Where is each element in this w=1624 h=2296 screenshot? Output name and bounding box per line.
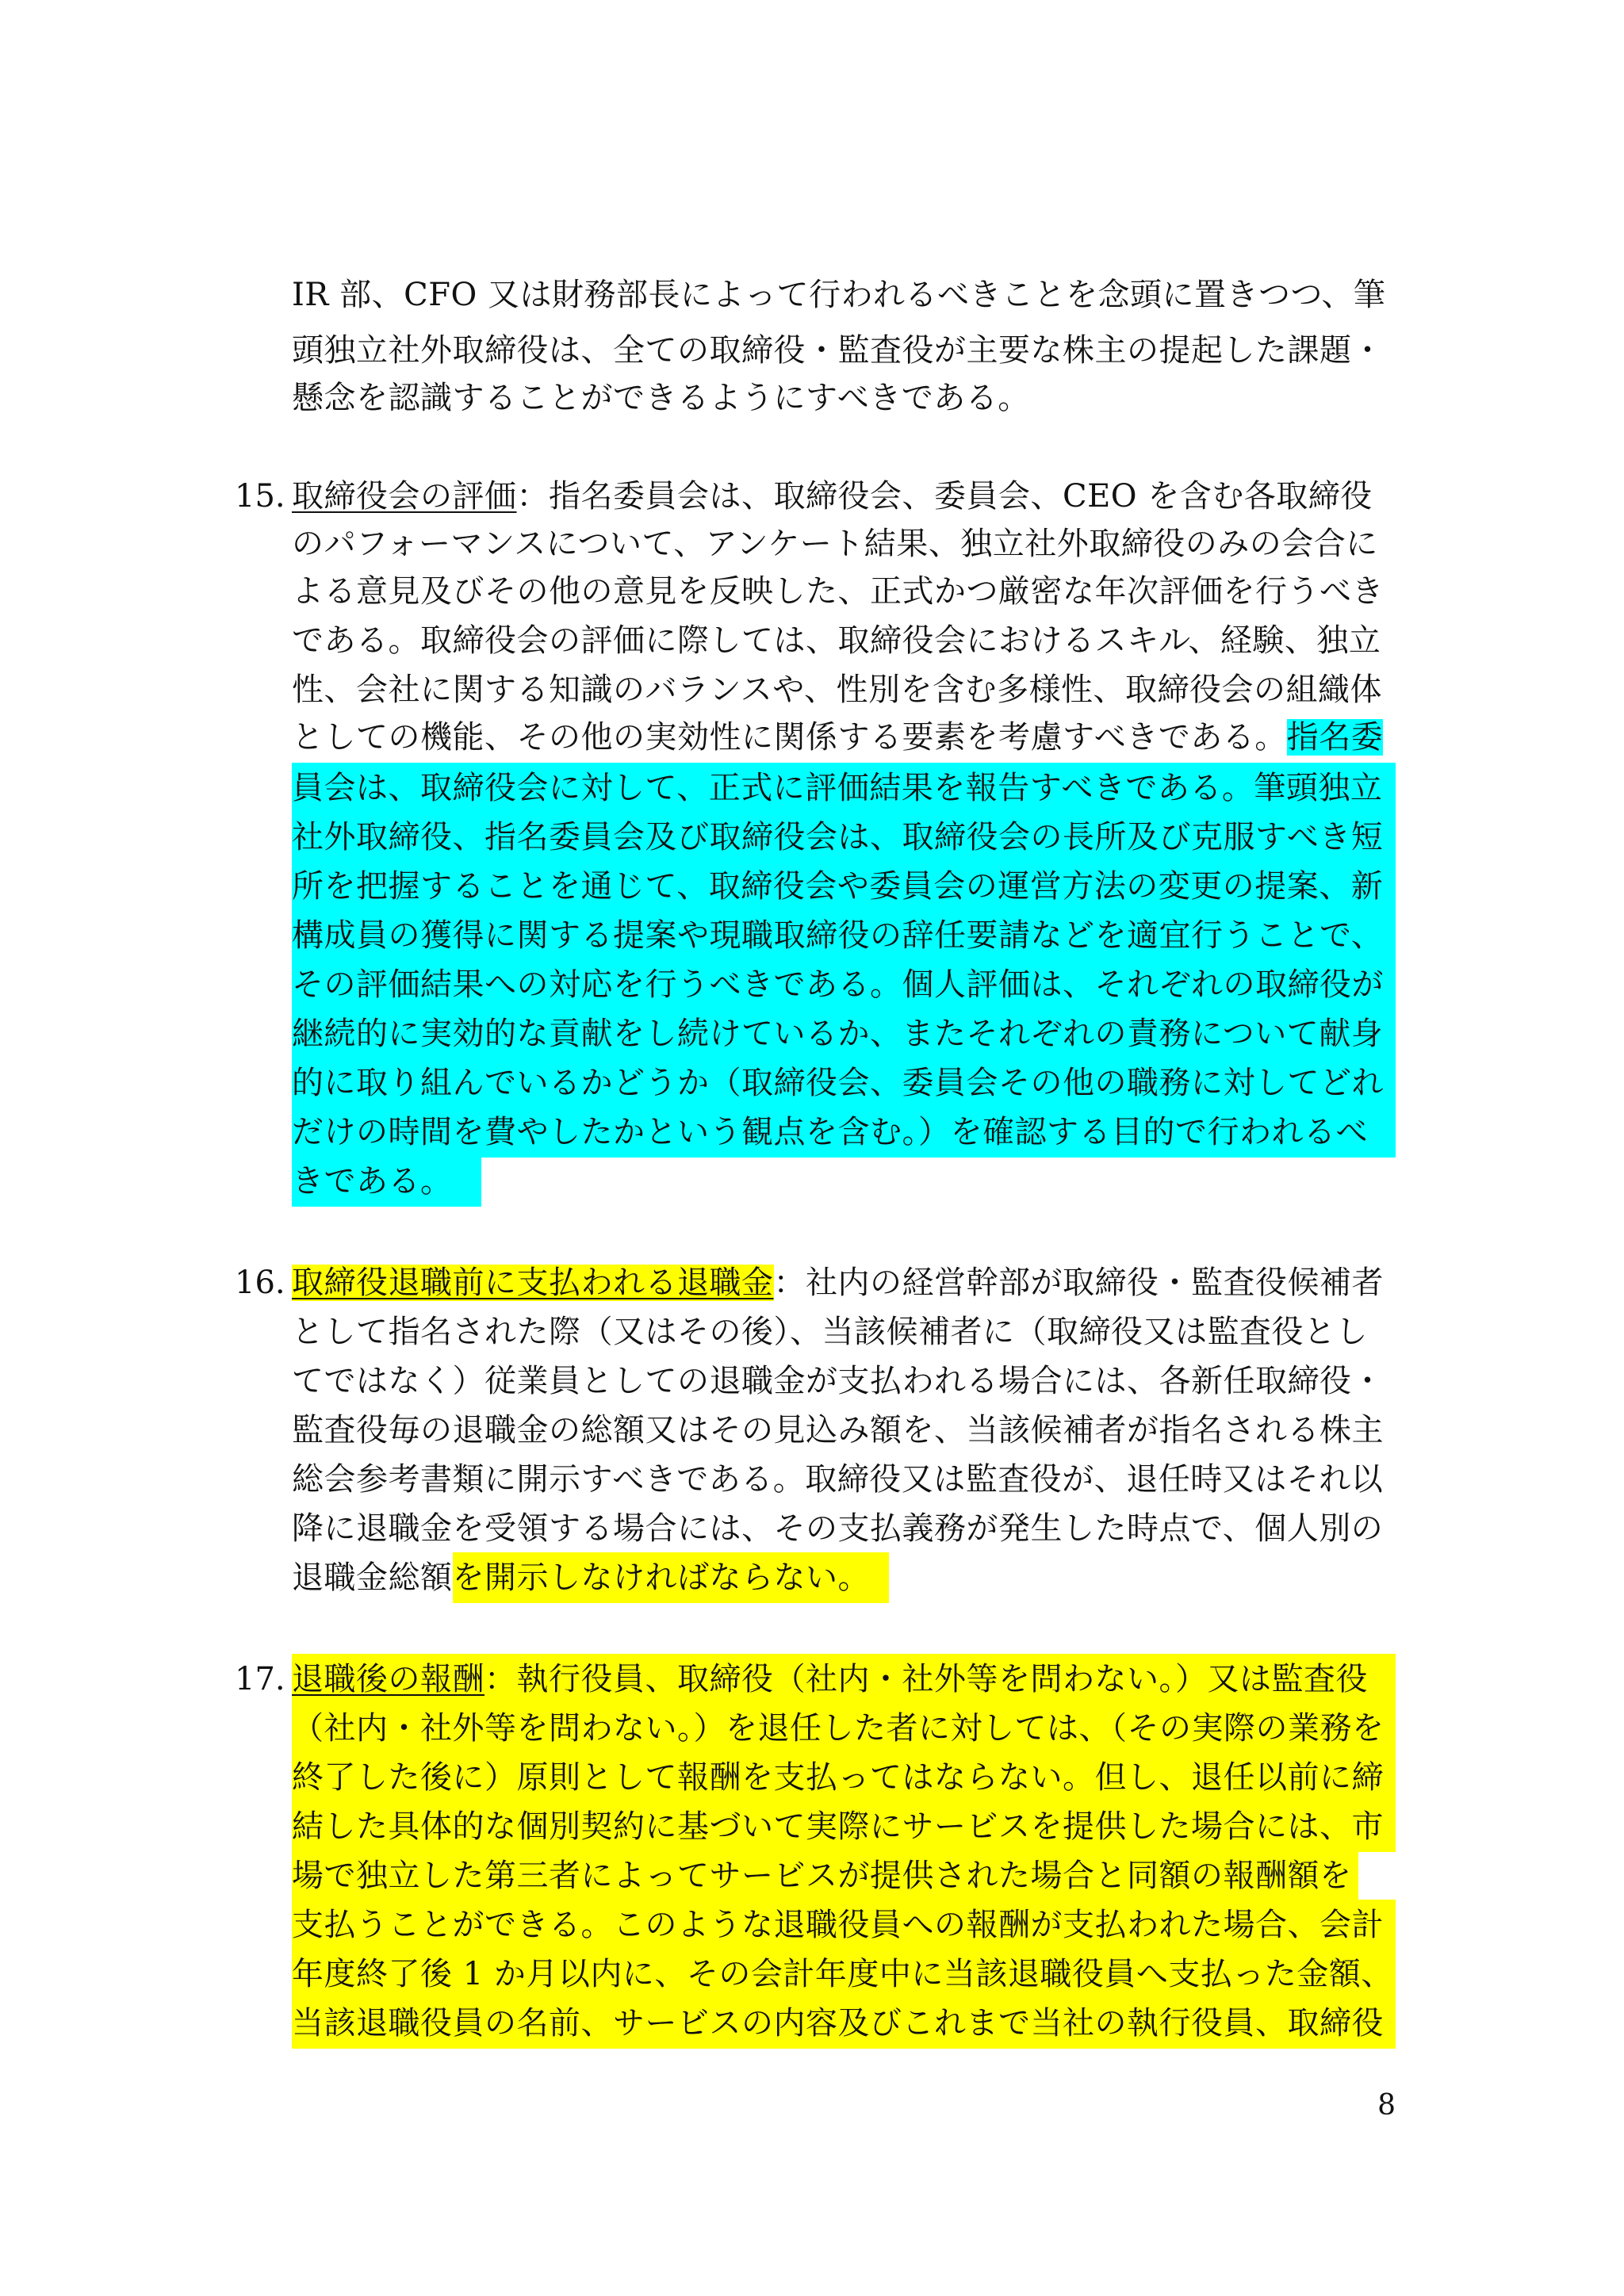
- item-17-line-8: 当該退職役員の名前、サービスの内容及びこれまで当社の執行役員、取締役: [292, 1998, 1396, 2049]
- item-16-line-3: てではなく）従業員としての退職金が支払われる場合には、各新任取締役・: [292, 1363, 1384, 1399]
- item-15-line-1-rest: ：指名委員会は、取締役会、委員会、CEO を含む各取締役: [516, 478, 1373, 515]
- item-16-line-7-highlight: を開示しなければならない。: [453, 1552, 890, 1603]
- item-15-highlight-line-5: その評価結果への対応を行うべきである。個人評価は、それぞれの取締役が: [292, 959, 1396, 1010]
- item-15-line-6: [292, 712, 1396, 763]
- item-16-number: 16.: [235, 1265, 285, 1301]
- item-15-highlight-line-8: だけの時間を費やしたかという観点を含む。）を確認する目的で行われるべ: [292, 1107, 1396, 1158]
- item-17-line-6: 支払うことができる。このような退職役員への報酬が支払われた場合、会計: [292, 1900, 1396, 1950]
- intro-line-1: IR 部、CFO 又は財務部長によって行われるべきことを念頭に置きつつ、筆: [292, 277, 1386, 313]
- item-17-line-2: （社内・社外等を問わない。）を退任した者に対しては、（その実際の業務を: [292, 1703, 1396, 1754]
- item-17-line-1: [292, 1654, 1396, 1705]
- item-15-line-6-highlight: 指名委: [1286, 719, 1384, 756]
- item-16-line-7: [292, 1552, 1396, 1603]
- item-16-line-1: [292, 1257, 1396, 1308]
- item-16-line-7-plain: 退職金総額: [292, 1559, 453, 1596]
- item-15-highlight-line-9-text: きである。: [292, 1156, 481, 1207]
- item-17-line-5: [292, 1850, 1396, 1901]
- item-15-number: 15.: [235, 478, 285, 515]
- item-17-line-3: 終了した後に）原則として報酬を支払ってはならない。但し、退任以前に締: [292, 1752, 1396, 1803]
- item-17-line-1-rest: ：執行役員、取締役（社内・社外等を問わない。）又は監査役: [485, 1661, 1368, 1697]
- item-15-line-4: である。取締役会の評価に際しては、取締役会におけるスキル、経験、独立: [292, 622, 1381, 659]
- item-15-heading: 取締役会の評価: [292, 478, 517, 515]
- item-15-highlight-line-3: 所を把握することを通じて、取締役会や委員会の運営方法の変更の提案、新: [292, 861, 1396, 912]
- item-16-line-1-rest: ：社内の経営幹部が取締役・監査役候補者: [773, 1265, 1384, 1301]
- item-15-line-1: [292, 471, 1396, 522]
- item-15-highlight-line-1: 員会は、取締役会に対して、正式に評価結果を報告すべきである。筆頭独立: [292, 763, 1396, 813]
- item-15-line-5: 性、会社に関する知識のバランスや、性別を含む多様性、取締役会の組織体: [292, 672, 1382, 708]
- item-16-line-2: として指名された際（又はその後）、当該候補者に（取締役又は監査役とし: [292, 1314, 1368, 1350]
- item-15-line-2: のパフォーマンスについて、アンケート結果、独立社外取締役のみの会合に: [292, 526, 1378, 562]
- item-16-heading: 取締役退職前に支払われる退職金: [292, 1265, 774, 1301]
- item-15-highlight-line-7: 的に取り組んでいるかどうか（取締役会、委員会その他の職務に対してどれ: [292, 1058, 1396, 1108]
- intro-line-3: 懸念を認識することができるようにすべきである。: [292, 380, 1030, 416]
- item-16-line-4: 監査役毎の退職金の総額又はその見込み額を、当該候補者が指名される株主: [292, 1412, 1384, 1448]
- item-15-highlight-line-6: 継続的に実効的な貢献をし続けているか、またそれぞれの責務について献身: [292, 1008, 1396, 1059]
- item-16-line-5: 総会参考書類に開示すべきである。取締役又は監査役が、退任時又はそれ以: [292, 1461, 1384, 1498]
- intro-line-2: 頭独立社外取締役は、全ての取締役・監査役が主要な株主の提起した課題・: [292, 332, 1384, 369]
- item-15-highlight-line-9: [292, 1156, 481, 1207]
- item-16-line-6: 降に退職金を受領する場合には、その支払義務が発生した時点で、個人別の: [292, 1510, 1384, 1547]
- item-17-line-7: 年度終了後 1 か月以内に、その会計年度中に当該退職役員へ支払った金額、: [292, 1949, 1396, 1999]
- page-number: 8: [1377, 2089, 1396, 2122]
- item-15-highlight-line-2: 社外取締役、指名委員会及び取締役会は、取締役会の長所及び克服すべき短: [292, 812, 1396, 863]
- item-17-line-5-text: 場で独立した第三者によってサービスが提供された場合と同額の報酬額を: [292, 1850, 1358, 1901]
- item-17-number: 17.: [235, 1661, 285, 1697]
- item-15-line-3: よる意見及びその他の意見を反映した、正式かつ厳密な年次評価を行うべき: [292, 573, 1384, 610]
- item-15-highlight-line-4: 構成員の獲得に関する提案や現職取締役の辞任要請などを適宜行うことで、: [292, 910, 1396, 961]
- item-15-line-6-plain: としての機能、その他の実効性に関係する要素を考慮すべきである。: [292, 719, 1287, 756]
- item-17-heading: 退職後の報酬: [292, 1661, 485, 1697]
- item-17-line-4: 結した具体的な個別契約に基づいて実際にサービスを提供した場合には、市: [292, 1801, 1396, 1852]
